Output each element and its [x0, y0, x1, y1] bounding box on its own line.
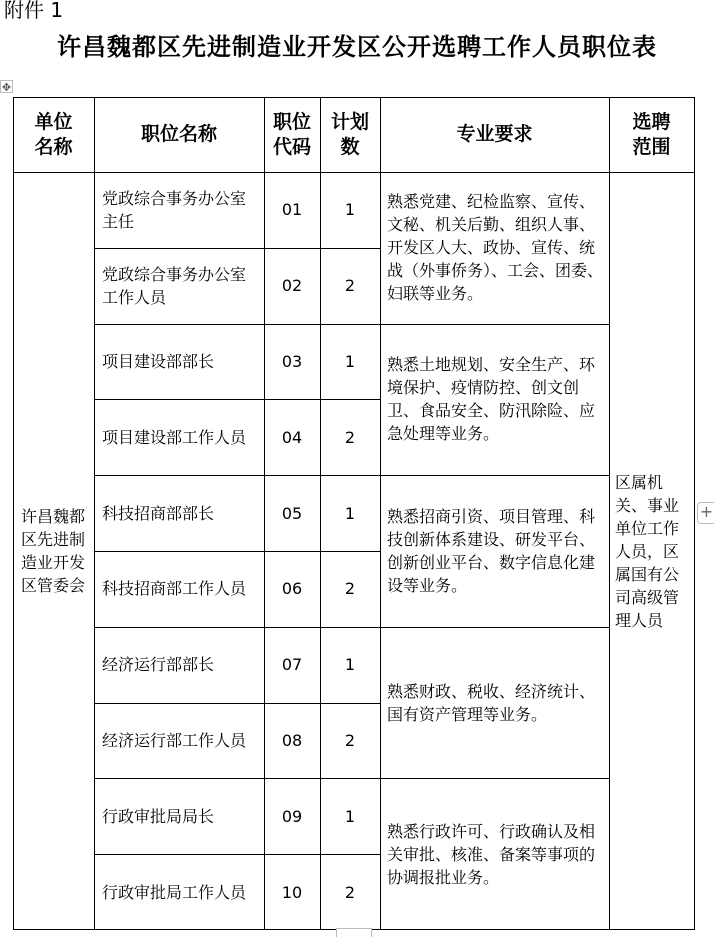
grid-line-horizontal: [94, 248, 380, 249]
header-position-code-text: 职位代码: [272, 110, 311, 158]
position-code: 02: [281, 276, 303, 296]
header-planned-count: [320, 97, 380, 172]
planned-count: 2: [344, 427, 356, 447]
position-name-cell: [94, 399, 264, 475]
requirements-cell: [380, 172, 609, 324]
requirements-text: 熟悉土地规划、安全生产、环境保护、疫情防控、创文创卫、食品安全、防汛除险、应急处理等业务。: [387, 355, 596, 444]
position-name-cell: [94, 627, 264, 703]
grid-line-vertical: [13, 97, 14, 930]
grid-line-horizontal: [13, 172, 695, 173]
position-name: 党政综合事务办公室工作人员: [102, 264, 247, 307]
position-name-cell: [94, 324, 264, 400]
move-handle-icon[interactable]: ✥: [1, 81, 12, 94]
position-code: 05: [281, 503, 303, 523]
grid-line-vertical: [694, 97, 695, 930]
requirements-cell: [380, 778, 609, 930]
grid-line-horizontal: [94, 627, 609, 628]
header-position-name: [94, 97, 264, 172]
plus-icon[interactable]: +: [697, 502, 714, 524]
position-code: 04: [281, 427, 303, 447]
position-code: 07: [281, 655, 303, 675]
position-name: 行政审批局局长: [102, 806, 215, 826]
position-name-cell: [94, 172, 264, 248]
planned-count: 1: [344, 351, 356, 371]
grid-line-horizontal: [94, 703, 380, 704]
unit-name: 许昌魏都区先进制造业开发区管委会: [21, 507, 86, 595]
position-code: 03: [281, 351, 303, 371]
position-name: 行政审批局工作人员: [102, 882, 247, 902]
requirements-text: 熟悉财政、税收、经济统计、国有资产管理等业务。: [387, 681, 596, 724]
position-name: 经济运行部工作人员: [102, 730, 247, 750]
position-name-cell: [94, 551, 264, 627]
grid-line-horizontal: [13, 97, 695, 98]
selection-scope: 区属机关、事业单位工作人员，区属国有公司高级管理人员: [615, 472, 680, 630]
planned-count: 1: [344, 655, 356, 675]
grid-line-vertical: [320, 97, 321, 930]
selection-scope-cell: [609, 172, 694, 930]
position-code: 10: [281, 882, 303, 902]
planned-count: 1: [344, 806, 356, 826]
page-title: 许昌魏都区先进制造业开发区公开选聘工作人员职位表: [57, 33, 657, 61]
grid-line-horizontal: [94, 324, 609, 325]
grid-line-horizontal: [94, 475, 609, 476]
planned-count: 2: [344, 882, 356, 902]
planned-count: 2: [344, 276, 356, 296]
header-position-code: [264, 97, 320, 172]
header-position-name-text: 职位名称: [140, 123, 217, 145]
position-name: 项目建设部部长: [102, 351, 215, 371]
requirements-text: 熟悉行政许可、行政确认及相关审批、核准、备案等事项的协调报批业务。: [387, 821, 596, 887]
grid-line-horizontal: [94, 551, 380, 552]
header-selection-scope: [609, 97, 694, 172]
planned-count: 1: [344, 200, 356, 220]
position-name-cell: [94, 248, 264, 324]
position-name: 党政综合事务办公室主任: [102, 188, 247, 231]
grid-line-vertical: [380, 97, 381, 930]
position-name-cell: [94, 703, 264, 779]
position-code: 01: [281, 200, 303, 220]
grid-line-horizontal: [94, 778, 609, 779]
requirements-cell: [380, 627, 609, 779]
position-name: 项目建设部工作人员: [102, 427, 247, 447]
position-code: 09: [281, 806, 303, 826]
header-selection-scope-text: 选聘范围: [632, 110, 671, 158]
position-code: 08: [281, 730, 303, 750]
grid-line-horizontal: [94, 399, 380, 400]
position-name: 经济运行部部长: [102, 655, 215, 675]
attachment-label: 附件 1: [4, 0, 64, 22]
position-name-cell: [94, 475, 264, 551]
position-name: 科技招商部工作人员: [102, 579, 247, 599]
header-unit: [13, 97, 94, 172]
unit-name-cell: [13, 172, 94, 930]
planned-count: 1: [344, 503, 356, 523]
header-planned-count-text: 计划数: [330, 110, 369, 158]
requirements-cell: [380, 475, 609, 627]
grid-line-vertical: [609, 97, 610, 930]
planned-count: 2: [344, 579, 356, 599]
position-code: 06: [281, 579, 303, 599]
grid-line-horizontal: [94, 854, 380, 855]
grid-line-vertical: [264, 97, 265, 930]
header-requirements-text: 专业要求: [456, 123, 533, 145]
position-name-cell: [94, 778, 264, 854]
position-name: 科技招商部部长: [102, 503, 215, 523]
planned-count: 2: [344, 730, 356, 750]
position-name-cell: [94, 854, 264, 930]
grid-line-vertical: [94, 97, 95, 930]
requirements-text: 熟悉党建、纪检监察、宣传、文秘、机关后勤、组织人事、开发区人大、政协、宣传、统战（外事侨务）、工会、团委、妇联等业务。: [387, 192, 604, 304]
requirements-cell: [380, 324, 609, 476]
requirements-text: 熟悉招商引资、项目管理、科技创新体系建设、研发平台、创新创业平台、数字信息化建设等业务。: [387, 506, 596, 595]
header-requirements: [380, 97, 609, 172]
header-unit-text: 单位名称: [34, 110, 73, 158]
